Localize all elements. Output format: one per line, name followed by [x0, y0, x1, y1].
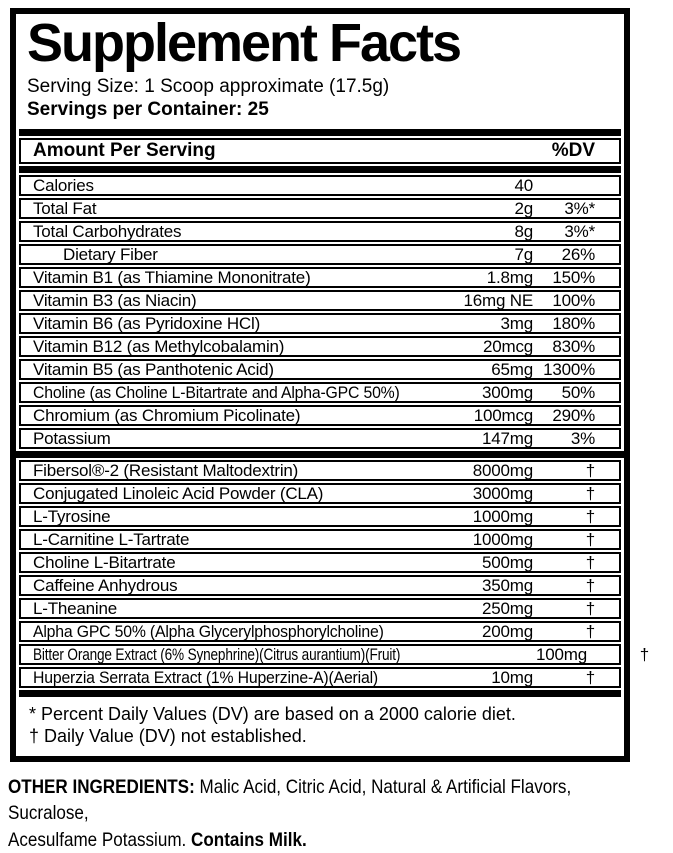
other-ingredients — [8, 774, 636, 853]
ingredient-name: Vitamin B6 (as Pyridoxine HCl) — [33, 313, 261, 333]
ingredient-dv: † — [585, 621, 595, 641]
ingredient-amount: 40 — [514, 175, 533, 195]
table-row — [19, 244, 621, 265]
nutrition-rows — [19, 175, 650, 688]
ingredient-name: Choline L-Bitartrate — [33, 552, 176, 572]
ingredient-dv: 290% — [552, 405, 595, 425]
ingredient-dv: † — [585, 460, 595, 480]
ingredient-dv: 830% — [552, 336, 595, 356]
ingredient-name: Potassium — [33, 428, 111, 448]
footnote-dagger: † Daily Value (DV) not established. — [29, 726, 307, 747]
ingredient-amount: 20mcg — [482, 336, 533, 356]
ingredient-name: Choline (as Choline L-Bitartrate and Alpha-GPC 50%) — [33, 382, 400, 402]
supplement-facts-panel — [10, 8, 650, 762]
table-row — [19, 267, 621, 288]
ingredient-dv: 3%* — [564, 221, 595, 241]
ingredient-amount: 1000mg — [472, 506, 533, 526]
other-ingredients-list-line1: Malic Acid, Citric Acid, Natural & Artificial Flavors, Sucralose, — [8, 775, 572, 825]
ingredient-dv: † — [585, 506, 595, 526]
table-row — [19, 667, 621, 688]
table-row — [19, 428, 621, 449]
ingredient-dv: 150% — [552, 267, 595, 287]
panel-header — [19, 14, 621, 127]
ingredient-dv: 3% — [570, 428, 595, 448]
table-row — [19, 290, 621, 311]
footnote-percent-dv: * Percent Daily Values (DV) are based on a 2000 calorie diet. — [29, 704, 516, 725]
amount-per-serving-header: Amount Per Serving — [33, 140, 216, 162]
table-row — [19, 575, 621, 596]
thick-divider-header — [19, 166, 621, 173]
ingredient-amount: 1.8mg — [486, 267, 533, 287]
ingredient-name: Vitamin B5 (as Panthotenic Acid) — [33, 359, 274, 379]
ingredient-name: Total Fat — [33, 198, 97, 218]
ingredient-amount: 250mg — [482, 598, 533, 618]
footnotes — [19, 699, 621, 754]
ingredient-dv: † — [585, 598, 595, 618]
table-row — [19, 359, 621, 380]
table-row — [19, 405, 621, 426]
ingredient-dv: 100% — [552, 290, 595, 310]
ingredient-amount: 300mg — [482, 382, 533, 402]
ingredient-amount: 3mg — [500, 313, 533, 333]
thick-divider-top — [19, 129, 621, 136]
table-row — [19, 506, 621, 527]
table-row — [19, 460, 621, 481]
ingredient-name: L-Carnitine L-Tartrate — [33, 529, 190, 549]
table-header-row — [19, 138, 621, 164]
thick-divider-footnotes — [19, 690, 621, 697]
ingredient-name: L-Tyrosine — [33, 506, 111, 526]
table-row — [19, 313, 621, 334]
servings-per-container-text: Servings per Container: 25 — [27, 99, 269, 121]
ingredient-dv: † — [585, 667, 595, 687]
ingredient-amount: 2g — [514, 198, 533, 218]
ingredient-amount: 500mg — [482, 552, 533, 572]
table-row — [19, 221, 621, 242]
table-row — [19, 382, 621, 403]
table-row — [19, 621, 621, 642]
ingredient-name: Calories — [33, 175, 94, 195]
ingredient-amount: 100mcg — [473, 405, 533, 425]
ingredient-amount: 3000mg — [472, 483, 533, 503]
allergen-statement: Contains Milk. — [191, 828, 307, 851]
ingredient-amount: 350mg — [482, 575, 533, 595]
ingredient-dv: † — [585, 483, 595, 503]
ingredient-amount: 100mg — [536, 644, 588, 664]
other-ingredients-list-line2: Acesulfame Potassium. — [8, 828, 192, 851]
ingredient-amount: 147mg — [482, 428, 533, 448]
ingredient-dv: † — [585, 552, 595, 572]
ingredient-dv: 3%* — [564, 198, 595, 218]
ingredient-amount: 7g — [514, 244, 533, 264]
ingredient-name: Vitamin B3 (as Niacin) — [33, 290, 197, 310]
ingredient-dv: 50% — [561, 382, 595, 402]
ingredient-name: Dietary Fiber — [63, 244, 158, 264]
table-row — [19, 529, 621, 550]
ingredient-name: Fibersol®-2 (Resistant Maltodextrin) — [33, 460, 299, 480]
ingredient-name: Huperzia Serrata Extract (1% Huperzine-A)(Aerial) — [33, 667, 378, 687]
table-row — [19, 552, 621, 573]
ingredient-dv: 180% — [552, 313, 595, 333]
ingredient-dv: 26% — [561, 244, 595, 264]
table-row — [19, 198, 621, 219]
ingredient-amount: 8g — [514, 221, 533, 241]
ingredient-dv: † — [585, 529, 595, 549]
table-row — [19, 598, 621, 619]
ingredient-amount: 65mg — [491, 359, 533, 379]
ingredient-amount: 1000mg — [472, 529, 533, 549]
ingredient-name: Vitamin B1 (as Thiamine Mononitrate) — [33, 267, 311, 287]
ingredient-name: Vitamin B12 (as Methylcobalamin) — [33, 336, 285, 356]
panel-title: Supplement Facts — [27, 13, 461, 73]
table-row — [19, 175, 621, 196]
other-ingredients-lead: OTHER INGREDIENTS: — [8, 775, 195, 798]
ingredient-amount: 10mg — [491, 667, 533, 687]
serving-size-text: Serving Size: 1 Scoop approximate (17.5g) — [27, 76, 390, 98]
table-row — [19, 336, 621, 357]
ingredient-dv: † — [639, 644, 650, 664]
ingredient-amount: 16mg NE — [463, 290, 533, 310]
ingredient-dv: † — [585, 575, 595, 595]
table-row — [19, 483, 621, 504]
ingredient-name: Alpha GPC 50% (Alpha Glycerylphosphorylcholine) — [33, 621, 384, 641]
ingredient-name: Caffeine Anhydrous — [33, 575, 178, 595]
percent-dv-header: %DV — [551, 140, 595, 162]
ingredient-name: Conjugated Linoleic Acid Powder (CLA) — [33, 483, 324, 503]
ingredient-amount: 8000mg — [472, 460, 533, 480]
ingredient-amount: 200mg — [482, 621, 533, 641]
ingredient-name: Bitter Orange Extract (6% Synephrine)(Citrus aurantium)(Fruit) — [33, 644, 401, 664]
ingredient-name: Chromium (as Chromium Picolinate) — [33, 405, 301, 425]
ingredient-name: L-Theanine — [33, 598, 118, 618]
ingredient-name: Total Carbohydrates — [33, 221, 182, 241]
table-row — [19, 644, 650, 665]
ingredient-dv: 1300% — [543, 359, 595, 379]
